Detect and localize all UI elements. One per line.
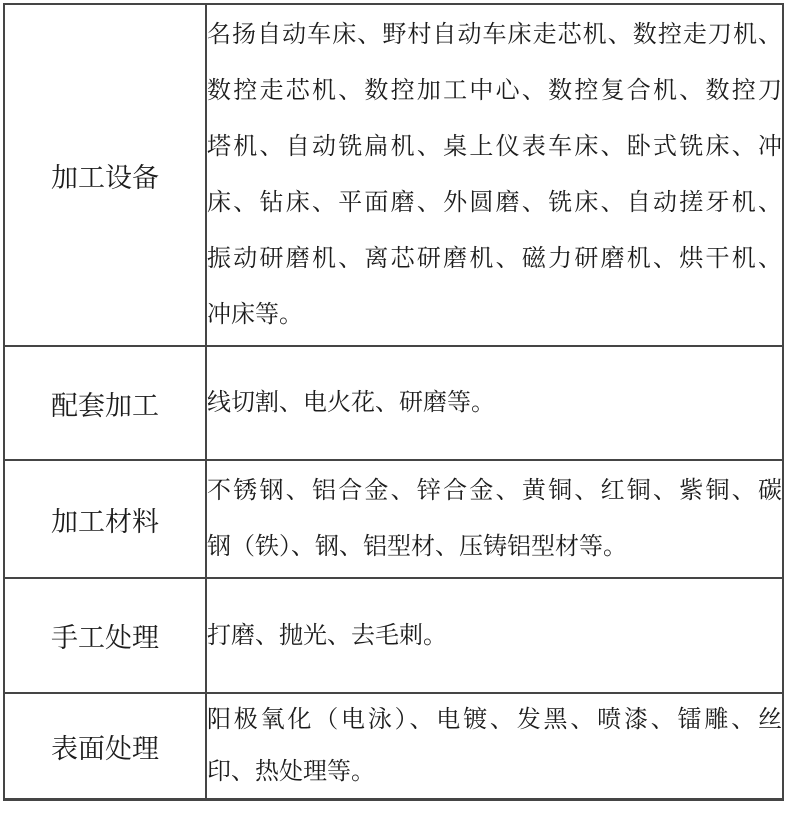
row-label: 加工材料	[51, 506, 159, 537]
capabilities-table	[3, 3, 784, 801]
row-label-cell	[4, 460, 206, 578]
row-label-cell	[4, 578, 206, 693]
row-label-cell	[4, 693, 206, 800]
row-label: 加工设备	[51, 162, 159, 193]
content-line: 冲床等。	[207, 302, 303, 328]
row-label: 配套加工	[51, 390, 159, 421]
row-content-cell	[206, 578, 783, 693]
content-line: 不锈钢、铝合金、锌合金、黄铜、红铜、紫铜、碳	[207, 478, 782, 504]
content-line: 线切割、电火花、研磨等。	[207, 390, 495, 416]
content-line: 打磨、抛光、去毛刺。	[207, 622, 447, 649]
capabilities-table-body	[4, 4, 783, 800]
content-line: 床、钻床、平面磨、外圆磨、铣床、自动搓牙机、	[207, 190, 782, 216]
table-row	[4, 578, 783, 693]
row-label-cell	[4, 346, 206, 460]
table-row	[4, 693, 783, 800]
row-label: 手工处理	[51, 623, 159, 653]
row-content-cell	[206, 4, 783, 346]
row-label: 表面处理	[51, 733, 159, 764]
content-line: 数控走芯机、数控加工中心、数控复合机、数控刀	[207, 78, 782, 104]
row-label-cell	[4, 4, 206, 346]
row-content-cell	[206, 693, 783, 800]
table-row	[4, 4, 783, 346]
content-line: 阳极氧化（电泳）、电镀、发黑、喷漆、镭雕、丝	[207, 707, 782, 733]
row-content-cell	[206, 460, 783, 578]
row-content-cell	[206, 346, 783, 460]
content-line: 振动研磨机、离芯研磨机、磁力研磨机、烘干机、	[207, 246, 782, 272]
content-line: 塔机、自动铣扁机、桌上仪表车床、卧式铣床、冲	[207, 134, 782, 160]
table-row	[4, 346, 783, 460]
content-line: 名扬自动车床、野村自动车床走芯机、数控走刀机、	[207, 22, 782, 48]
content-line: 印、热处理等。	[207, 759, 375, 785]
table-row	[4, 460, 783, 578]
content-line: 钢（铁）、钢、铝型材、压铸铝型材等。	[207, 534, 627, 560]
